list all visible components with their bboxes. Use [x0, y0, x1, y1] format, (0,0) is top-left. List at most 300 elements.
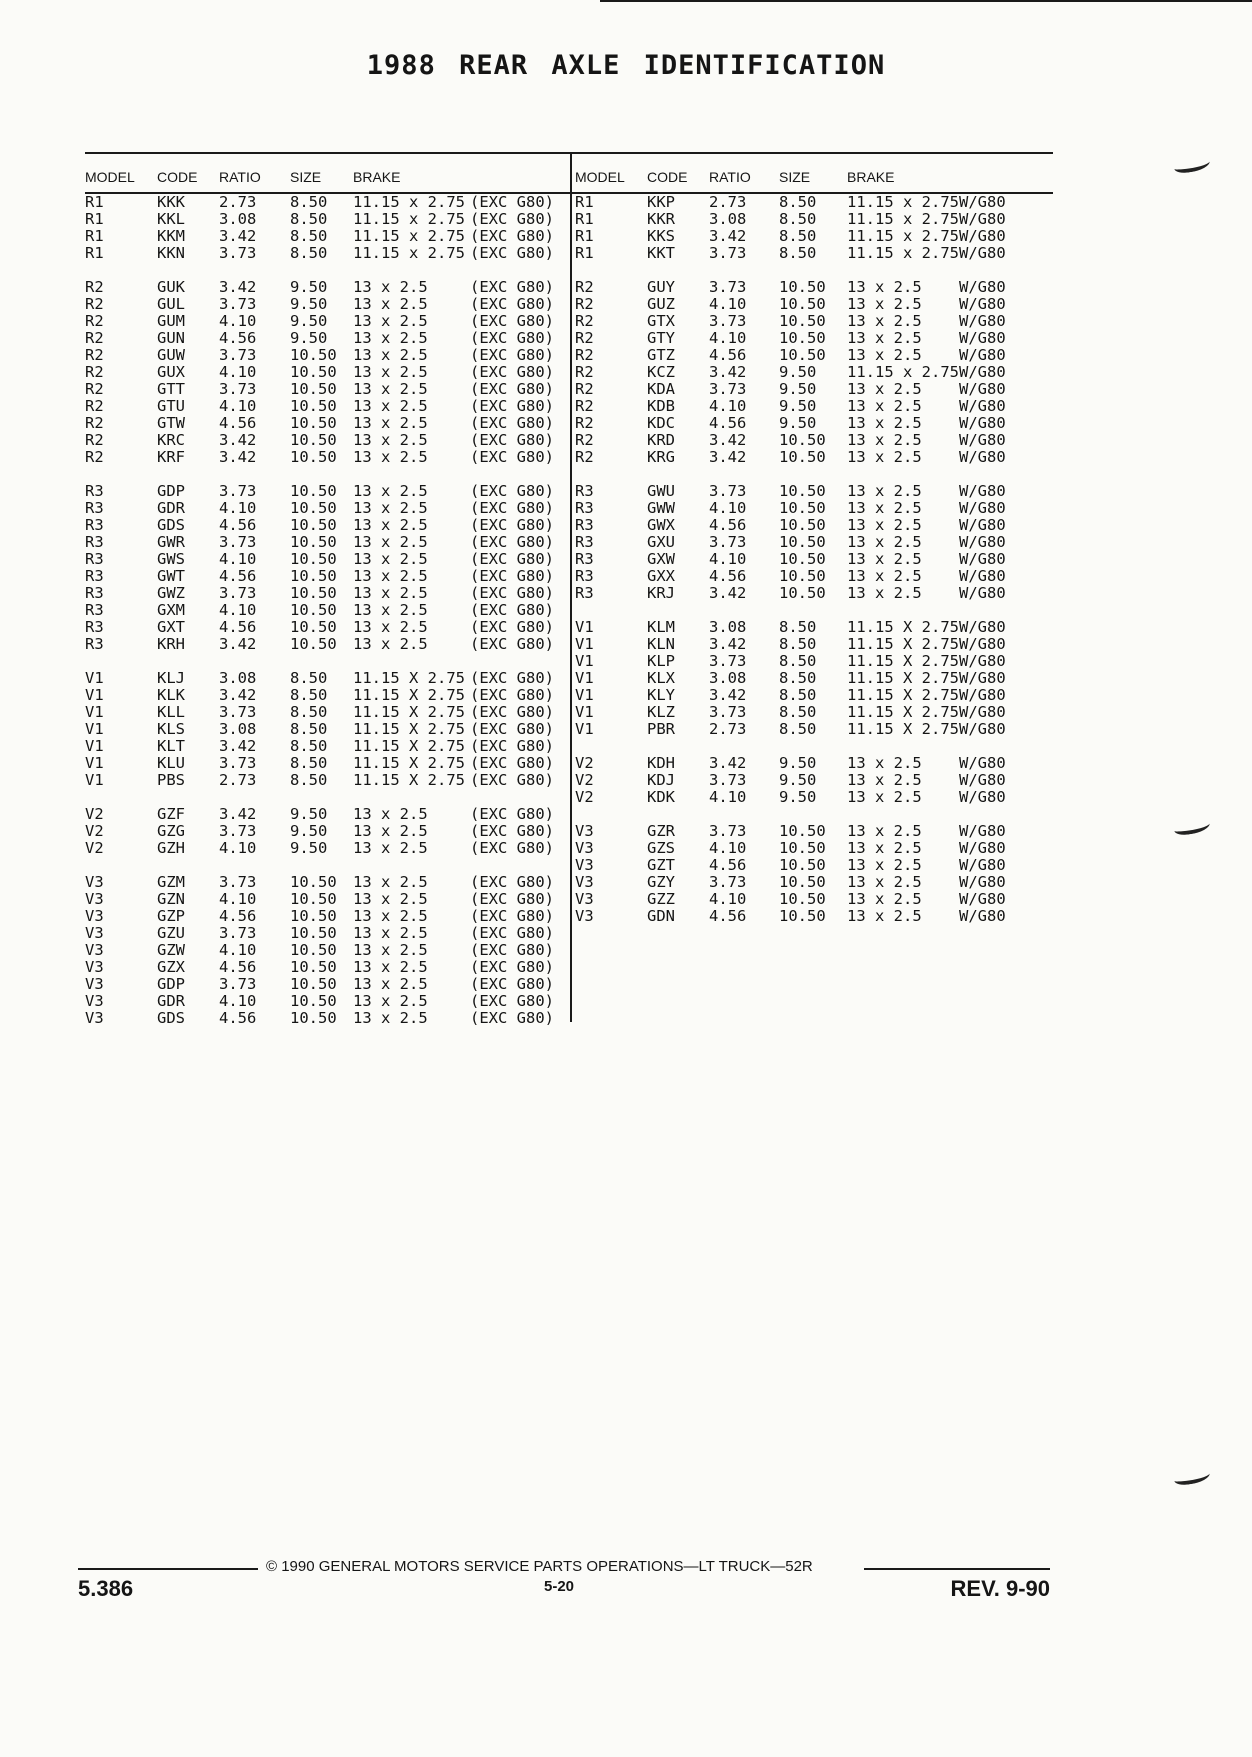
model-cell: R1 [85, 227, 104, 245]
brake-note-cell: (EXC G80) [470, 482, 554, 500]
brake-cell: 13 x 2.5 [353, 618, 428, 636]
model-cell: V3 [85, 924, 104, 942]
ratio-cell: 3.73 [219, 822, 257, 840]
ratio-cell: 3.42 [219, 635, 257, 653]
ratio-cell: 3.73 [219, 482, 257, 500]
page-number-left: 5.386 [78, 1576, 134, 1601]
size-cell: 10.50 [779, 312, 826, 330]
brake-cell: 13 x 2.5 [847, 397, 922, 415]
ratio-cell: 3.08 [709, 618, 747, 636]
brake-note-cell: (EXC G80) [470, 958, 554, 976]
table-row [575, 380, 1006, 398]
code-cell: KLN [647, 635, 675, 653]
brake-cell: 13 x 2.5 [353, 839, 428, 857]
code-cell: KLZ [647, 703, 675, 721]
code-cell: KRH [157, 635, 185, 653]
ratio-cell: 4.56 [709, 567, 747, 585]
brake-note-cell: W/G80 [959, 635, 1006, 653]
brake-note-cell: (EXC G80) [470, 771, 554, 789]
code-cell: GZS [647, 839, 675, 857]
size-cell: 10.50 [290, 550, 337, 568]
brake-note-cell: W/G80 [959, 329, 1006, 347]
brake-cell: 13 x 2.5 [353, 941, 428, 959]
model-cell: R3 [85, 584, 104, 602]
code-cell: GZG [157, 822, 185, 840]
code-cell: GWU [647, 482, 675, 500]
ratio-cell: 3.73 [219, 703, 257, 721]
brake-note-cell: W/G80 [959, 652, 1006, 670]
brake-cell: 13 x 2.5 [847, 312, 922, 330]
brake-cell: 11.15 x 2.75 [353, 227, 465, 245]
size-cell: 10.50 [290, 448, 337, 466]
size-cell: 8.50 [290, 686, 328, 704]
model-cell: R2 [575, 448, 594, 466]
table-row [85, 958, 554, 976]
code-cell: GTY [647, 329, 675, 347]
table-row [85, 414, 554, 432]
ratio-cell: 3.08 [709, 669, 747, 687]
table-row [85, 873, 554, 891]
code-cell: KLM [647, 618, 675, 636]
brake-note-cell: (EXC G80) [470, 431, 554, 449]
brake-cell: 13 x 2.5 [353, 295, 428, 313]
brake-cell: 13 x 2.5 [847, 754, 922, 772]
model-cell: R1 [575, 210, 594, 228]
table-row [575, 873, 1006, 891]
code-cell: GDP [157, 482, 185, 500]
brake-cell: 13 x 2.5 [847, 499, 922, 517]
code-cell: GZU [157, 924, 185, 942]
table-row [85, 635, 554, 653]
brake-cell: 13 x 2.5 [353, 533, 428, 551]
model-cell: R3 [85, 567, 104, 585]
brake-cell: 13 x 2.5 [353, 992, 428, 1010]
brake-note-cell: (EXC G80) [470, 924, 554, 942]
brake-note-cell: W/G80 [959, 380, 1006, 398]
ratio-cell: 4.56 [219, 1009, 257, 1027]
ratio-cell: 3.42 [709, 686, 747, 704]
model-cell: V1 [85, 737, 104, 755]
brake-note-cell: W/G80 [959, 584, 1006, 602]
model-cell: R3 [575, 567, 594, 585]
code-cell: GWW [647, 499, 675, 517]
size-cell: 9.50 [290, 295, 328, 313]
size-cell: 10.50 [290, 941, 337, 959]
model-cell: V3 [85, 941, 104, 959]
size-cell: 9.50 [779, 363, 817, 381]
header-row [85, 169, 401, 194]
size-cell: 9.50 [779, 380, 817, 398]
size-cell: 9.50 [290, 278, 328, 296]
model-cell: V3 [85, 1009, 104, 1027]
model-cell: R3 [575, 550, 594, 568]
table-row [575, 210, 1006, 228]
brake-note-cell: W/G80 [959, 295, 1006, 313]
table-row [85, 448, 554, 466]
brake-note-cell: (EXC G80) [470, 295, 554, 313]
brake-note-cell: W/G80 [959, 431, 1006, 449]
ratio-cell: 4.10 [709, 550, 747, 568]
brake-note-cell: W/G80 [959, 720, 1006, 738]
size-cell: 10.50 [779, 482, 826, 500]
table-row [85, 312, 554, 330]
ratio-cell: 4.10 [219, 550, 257, 568]
brake-note-cell: W/G80 [959, 550, 1006, 568]
brake-cell: 13 x 2.5 [353, 584, 428, 602]
brake-cell: 11.15 X 2.75 [353, 771, 465, 789]
table-row [85, 329, 554, 347]
ratio-cell: 3.73 [709, 380, 747, 398]
code-cell: GZY [647, 873, 675, 891]
brake-note-cell: W/G80 [959, 567, 1006, 585]
model-cell: V3 [575, 856, 594, 874]
size-cell: 8.50 [290, 720, 328, 738]
code-cell: KDA [647, 380, 675, 398]
code-cell: KLU [157, 754, 185, 772]
brake-cell: 13 x 2.5 [353, 482, 428, 500]
table-row [85, 890, 554, 908]
brake-cell: 11.15 X 2.75 [847, 669, 959, 687]
code-cell: GXW [647, 550, 675, 568]
model-cell: V3 [85, 890, 104, 908]
brake-cell: 13 x 2.5 [353, 822, 428, 840]
brake-note-cell: W/G80 [959, 278, 1006, 296]
size-cell: 10.50 [290, 482, 337, 500]
model-cell: R2 [85, 312, 104, 330]
size-cell: 10.50 [779, 448, 826, 466]
brake-note-cell: (EXC G80) [470, 1009, 554, 1027]
size-cell: 8.50 [779, 703, 817, 721]
size-cell: 8.50 [290, 669, 328, 687]
brake-note-cell: W/G80 [959, 839, 1006, 857]
brake-note-cell: (EXC G80) [470, 329, 554, 347]
ratio-cell: 3.42 [219, 686, 257, 704]
table-row [575, 431, 1006, 449]
code-cell: GTU [157, 397, 185, 415]
ratio-cell: 4.10 [219, 363, 257, 381]
brake-cell: 11.15 x 2.75 [353, 210, 465, 228]
brake-cell: 11.15 x 2.75 [847, 227, 959, 245]
copyright-text: © 1990 GENERAL MOTORS SERVICE PARTS OPERATIONS—LT TRUCK—52R [266, 1558, 813, 1575]
size-cell: 10.50 [290, 618, 337, 636]
model-cell: V1 [85, 669, 104, 687]
size-cell: 9.50 [779, 788, 817, 806]
brake-cell: 13 x 2.5 [847, 771, 922, 789]
ratio-cell: 4.56 [709, 414, 747, 432]
ratio-cell: 2.73 [709, 720, 747, 738]
table-row [85, 533, 554, 551]
model-cell: R3 [575, 584, 594, 602]
code-cell: KLJ [157, 669, 185, 687]
brake-cell: 13 x 2.5 [847, 448, 922, 466]
ratio-cell: 4.10 [709, 890, 747, 908]
size-cell: 10.50 [779, 890, 826, 908]
model-cell: R3 [85, 516, 104, 534]
brake-cell: 11.15 X 2.75 [353, 720, 465, 738]
table-row [85, 941, 554, 959]
code-cell: GZR [647, 822, 675, 840]
size-cell: 8.50 [290, 754, 328, 772]
code-cell: GZP [157, 907, 185, 925]
code-cell: KLL [157, 703, 185, 721]
code-cell: KRD [647, 431, 675, 449]
brake-note-cell: (EXC G80) [470, 550, 554, 568]
brake-note-cell: W/G80 [959, 482, 1006, 500]
code-cell: GDN [647, 907, 675, 925]
code-cell: KKN [157, 244, 185, 262]
brake-note-cell: (EXC G80) [470, 618, 554, 636]
table-row [575, 414, 1006, 432]
table-row [575, 584, 1006, 602]
code-cell: KLX [647, 669, 675, 687]
brake-note-cell: W/G80 [959, 397, 1006, 415]
table-row [575, 227, 1006, 245]
size-cell: 10.50 [290, 601, 337, 619]
brake-cell: 13 x 2.5 [353, 312, 428, 330]
brake-note-cell: (EXC G80) [470, 414, 554, 432]
binder-hole-mark [1173, 818, 1211, 837]
code-cell: GZN [157, 890, 185, 908]
brake-note-cell: W/G80 [959, 363, 1006, 381]
model-cell: R2 [85, 363, 104, 381]
size-cell: 8.50 [779, 720, 817, 738]
ratio-cell: 4.10 [219, 499, 257, 517]
code-cell: KKT [647, 244, 675, 262]
ratio-cell: 3.73 [219, 975, 257, 993]
table-row [575, 652, 1006, 670]
model-cell: V3 [575, 907, 594, 925]
table-row [575, 329, 1006, 347]
ratio-cell: 3.73 [219, 924, 257, 942]
model-cell: R3 [575, 516, 594, 534]
ratio-cell: 4.10 [219, 397, 257, 415]
brake-note-cell: W/G80 [959, 788, 1006, 806]
brake-cell: 13 x 2.5 [847, 516, 922, 534]
code-cell: GZF [157, 805, 185, 823]
size-cell: 9.50 [779, 754, 817, 772]
ratio-cell: 3.42 [709, 448, 747, 466]
ratio-cell: 3.73 [709, 771, 747, 789]
top-edge-rule [600, 0, 1252, 2]
brake-note-cell: (EXC G80) [470, 839, 554, 857]
code-cell: GXT [157, 618, 185, 636]
brake-cell: 13 x 2.5 [353, 448, 428, 466]
model-cell: V1 [575, 720, 594, 738]
model-cell: R3 [85, 550, 104, 568]
code-cell: GZX [157, 958, 185, 976]
code-cell: GXM [157, 601, 185, 619]
brake-cell: 13 x 2.5 [353, 516, 428, 534]
ratio-cell: 3.73 [709, 278, 747, 296]
brake-note-cell: (EXC G80) [470, 805, 554, 823]
ratio-cell: 3.42 [709, 635, 747, 653]
code-cell: GTT [157, 380, 185, 398]
model-cell: V1 [575, 686, 594, 704]
table-row [85, 669, 554, 687]
ratio-cell: 3.08 [219, 720, 257, 738]
table-top-rule [85, 152, 1053, 154]
brake-note-cell: (EXC G80) [470, 601, 554, 619]
model-cell: R2 [575, 312, 594, 330]
brake-cell: 13 x 2.5 [847, 567, 922, 585]
code-cell: GWS [157, 550, 185, 568]
brake-note-cell: W/G80 [959, 499, 1006, 517]
table-row [85, 295, 554, 313]
size-cell: 10.50 [290, 567, 337, 585]
table-row [575, 482, 1006, 500]
ratio-cell: 3.73 [219, 295, 257, 313]
ratio-cell: 4.10 [219, 890, 257, 908]
model-cell: R1 [575, 244, 594, 262]
table-row [85, 567, 554, 585]
ratio-cell: 3.42 [219, 431, 257, 449]
brake-note-cell: W/G80 [959, 856, 1006, 874]
brake-note-cell: W/G80 [959, 312, 1006, 330]
brake-note-cell: (EXC G80) [470, 363, 554, 381]
size-cell: 10.50 [290, 533, 337, 551]
ratio-cell: 2.73 [219, 193, 257, 211]
ratio-cell: 4.56 [219, 618, 257, 636]
brake-cell: 13 x 2.5 [353, 346, 428, 364]
model-cell: V1 [575, 669, 594, 687]
header-model: MODEL [85, 169, 135, 185]
model-cell: R2 [575, 329, 594, 347]
model-cell: V2 [85, 822, 104, 840]
brake-cell: 13 x 2.5 [847, 295, 922, 313]
ratio-cell: 3.73 [709, 822, 747, 840]
ratio-cell: 3.42 [709, 227, 747, 245]
brake-cell: 13 x 2.5 [353, 431, 428, 449]
model-cell: R2 [85, 278, 104, 296]
size-cell: 10.50 [779, 567, 826, 585]
table-row [575, 686, 1006, 704]
brake-cell: 11.15 x 2.75 [847, 210, 959, 228]
table-row [575, 856, 1006, 874]
table-row [85, 754, 554, 772]
size-cell: 10.50 [290, 380, 337, 398]
brake-cell: 11.15 x 2.75 [847, 363, 959, 381]
brake-note-cell: (EXC G80) [470, 380, 554, 398]
size-cell: 10.50 [290, 499, 337, 517]
size-cell: 8.50 [290, 210, 328, 228]
code-cell: GUN [157, 329, 185, 347]
size-cell: 10.50 [290, 975, 337, 993]
brake-cell: 13 x 2.5 [353, 958, 428, 976]
brake-cell: 13 x 2.5 [353, 805, 428, 823]
size-cell: 9.50 [290, 822, 328, 840]
table-row [575, 822, 1006, 840]
model-cell: R2 [85, 380, 104, 398]
model-cell: V1 [575, 703, 594, 721]
brake-note-cell: W/G80 [959, 669, 1006, 687]
brake-cell: 11.15 X 2.75 [847, 720, 959, 738]
code-cell: KKK [157, 193, 185, 211]
size-cell: 9.50 [779, 771, 817, 789]
brake-cell: 13 x 2.5 [353, 499, 428, 517]
brake-cell: 11.15 X 2.75 [847, 652, 959, 670]
code-cell: KDB [647, 397, 675, 415]
brake-note-cell: (EXC G80) [470, 227, 554, 245]
ratio-cell: 3.73 [219, 244, 257, 262]
ratio-cell: 3.73 [219, 380, 257, 398]
model-cell: V1 [85, 686, 104, 704]
ratio-cell: 3.73 [709, 652, 747, 670]
brake-note-cell: (EXC G80) [470, 312, 554, 330]
ratio-cell: 3.08 [219, 669, 257, 687]
brake-note-cell: (EXC G80) [470, 533, 554, 551]
code-cell: GDS [157, 1009, 185, 1027]
table-row [85, 363, 554, 381]
size-cell: 10.50 [290, 635, 337, 653]
table-row [85, 482, 554, 500]
brake-cell: 13 x 2.5 [353, 397, 428, 415]
code-cell: GUY [647, 278, 675, 296]
model-cell: V1 [575, 652, 594, 670]
model-cell: R2 [575, 431, 594, 449]
model-cell: R2 [575, 346, 594, 364]
code-cell: GDR [157, 992, 185, 1010]
size-cell: 10.50 [779, 329, 826, 347]
code-cell: GDS [157, 516, 185, 534]
ratio-cell: 4.10 [709, 788, 747, 806]
size-cell: 10.50 [290, 363, 337, 381]
code-cell: GZW [157, 941, 185, 959]
model-cell: R2 [575, 295, 594, 313]
group-spacer [85, 653, 108, 670]
brake-cell: 13 x 2.5 [847, 533, 922, 551]
code-cell: KKS [647, 227, 675, 245]
table-row [575, 193, 1006, 211]
code-cell: KDK [647, 788, 675, 806]
size-cell: 10.50 [779, 822, 826, 840]
brake-cell: 13 x 2.5 [353, 924, 428, 942]
brake-cell: 11.15 X 2.75 [353, 737, 465, 755]
ratio-cell: 3.73 [709, 482, 747, 500]
size-cell: 10.50 [290, 924, 337, 942]
model-cell: V3 [85, 992, 104, 1010]
table-row [85, 1009, 554, 1027]
brake-cell: 11.15 x 2.75 [353, 244, 465, 262]
table-row [85, 907, 554, 925]
ratio-cell: 3.73 [219, 533, 257, 551]
ratio-cell: 4.10 [709, 499, 747, 517]
ratio-cell: 3.73 [709, 312, 747, 330]
size-cell: 10.50 [779, 550, 826, 568]
header-size: SIZE [290, 169, 322, 185]
header-model: MODEL [575, 169, 625, 185]
ratio-cell: 3.73 [219, 873, 257, 891]
code-cell: GWX [647, 516, 675, 534]
brake-note-cell: (EXC G80) [470, 703, 554, 721]
code-cell: GXX [647, 567, 675, 585]
model-cell: R2 [575, 278, 594, 296]
brake-cell: 13 x 2.5 [847, 839, 922, 857]
code-cell: GUK [157, 278, 185, 296]
size-cell: 8.50 [779, 652, 817, 670]
ratio-cell: 4.56 [709, 856, 747, 874]
brake-cell: 13 x 2.5 [847, 907, 922, 925]
table-row [575, 278, 1006, 296]
code-cell: GUL [157, 295, 185, 313]
revision-label: REV. 9-90 [950, 1576, 1050, 1601]
page-title: 1988 REAR AXLE IDENTIFICATION [366, 50, 886, 81]
model-cell: V2 [85, 805, 104, 823]
brake-cell: 13 x 2.5 [353, 380, 428, 398]
model-cell: V3 [85, 873, 104, 891]
size-cell: 10.50 [779, 584, 826, 602]
ratio-cell: 4.10 [219, 601, 257, 619]
header-code: CODE [157, 169, 198, 185]
